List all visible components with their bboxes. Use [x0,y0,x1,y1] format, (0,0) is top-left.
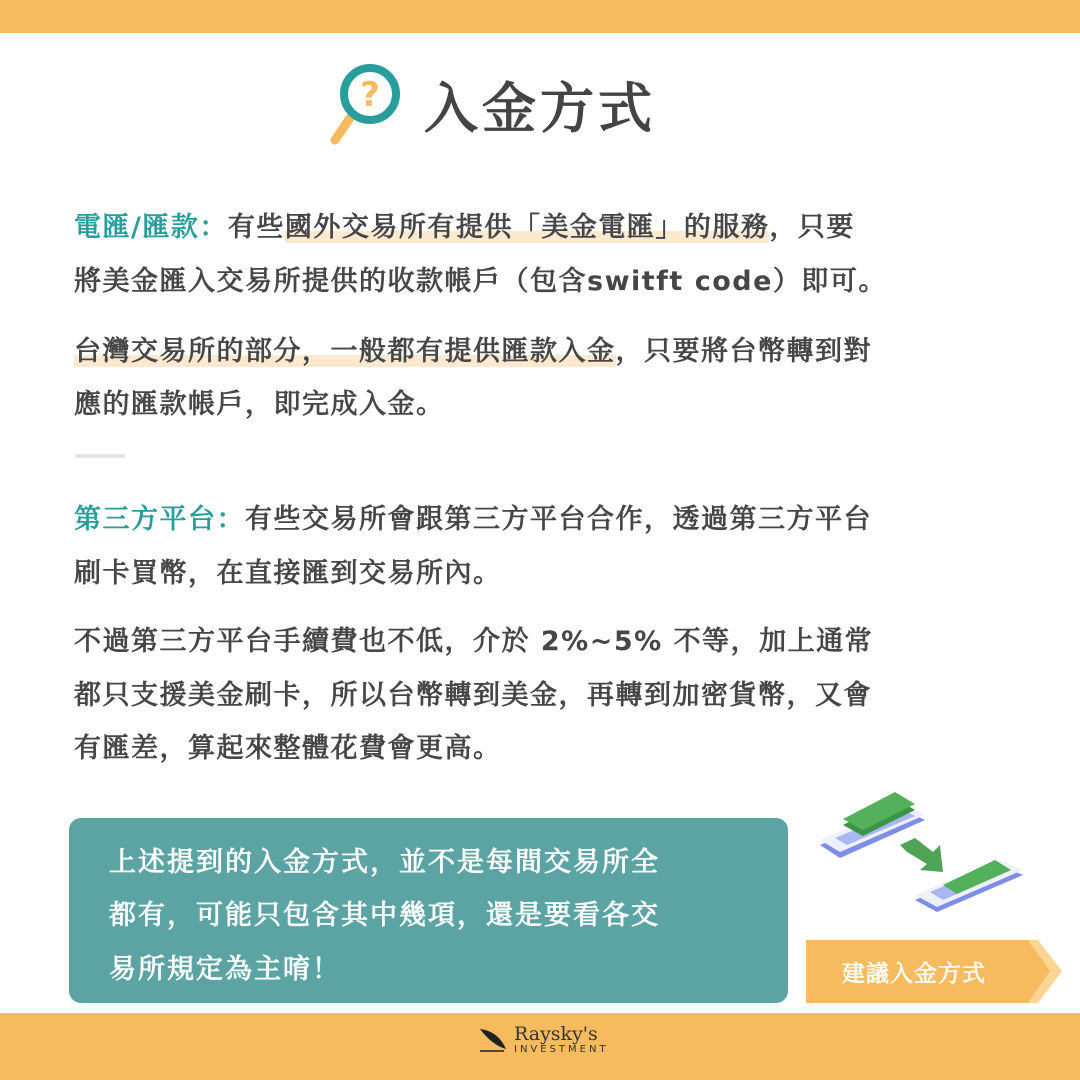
logo-subtitle: INVESTMENT [514,1044,609,1055]
callout-line: 都有，可能只包含其中幾項，還是要看各交 [109,900,660,931]
section1-heading: 電匯/匯款： [74,212,228,243]
section2-line: 有匯差，算起來整體花費會更高。 [74,733,502,764]
callout-box [69,818,788,1003]
callout-line: 上述提到的入金方式，並不是每間交易所全 [109,847,660,878]
suggested-deposit-button[interactable] [806,940,1062,1003]
quill-icon [478,1025,508,1055]
top-bar [0,0,1080,33]
page-header [330,62,656,146]
text: ，只要 [769,212,855,243]
divider [75,454,125,458]
section2-line: 不過第三方平台手續費也不低，介於 2%~5% 不等，加上通常 [74,626,874,657]
section1-line [74,332,872,372]
section2-line: 都只支援美金刷卡，所以台幣轉到美金，再轉到加密貨幣，又會 [74,680,872,711]
section1-line: 應的匯款帳戶，即完成入金。 [74,389,445,420]
section1-line [74,208,855,248]
highlight-text: 台灣交易所的部分，一般都有提供匯款入金 [74,336,616,367]
highlight-text: 國外交易所有提供「美金電匯」的服務 [284,212,770,243]
section1-line: 將美金匯入交易所提供的收款帳戶（包含switft code）即可。 [74,266,887,297]
section2-heading: 第三方平台： [74,504,245,535]
money-transfer-illustration [815,790,1030,925]
section2-line: 刷卡買幣，在直接匯到交易所內。 [74,558,502,589]
section2-line [74,500,872,540]
logo-name: Raysky's [514,1023,598,1045]
button-label: 建議入金方式 [842,961,986,987]
svg-text:?: ? [360,75,380,115]
arrow-icon [900,838,943,872]
page-title: 入金方式 [424,76,656,140]
text: 有些 [227,212,285,243]
text: ，只要將台幣轉到對 [615,336,872,367]
text: 有些交易所會跟第三方平台合作，透過第三方平台 [245,504,872,535]
callout-line: 易所規定為主唷！ [109,954,341,985]
brand-logo [478,1024,609,1055]
magnifier-question-icon [330,62,402,146]
